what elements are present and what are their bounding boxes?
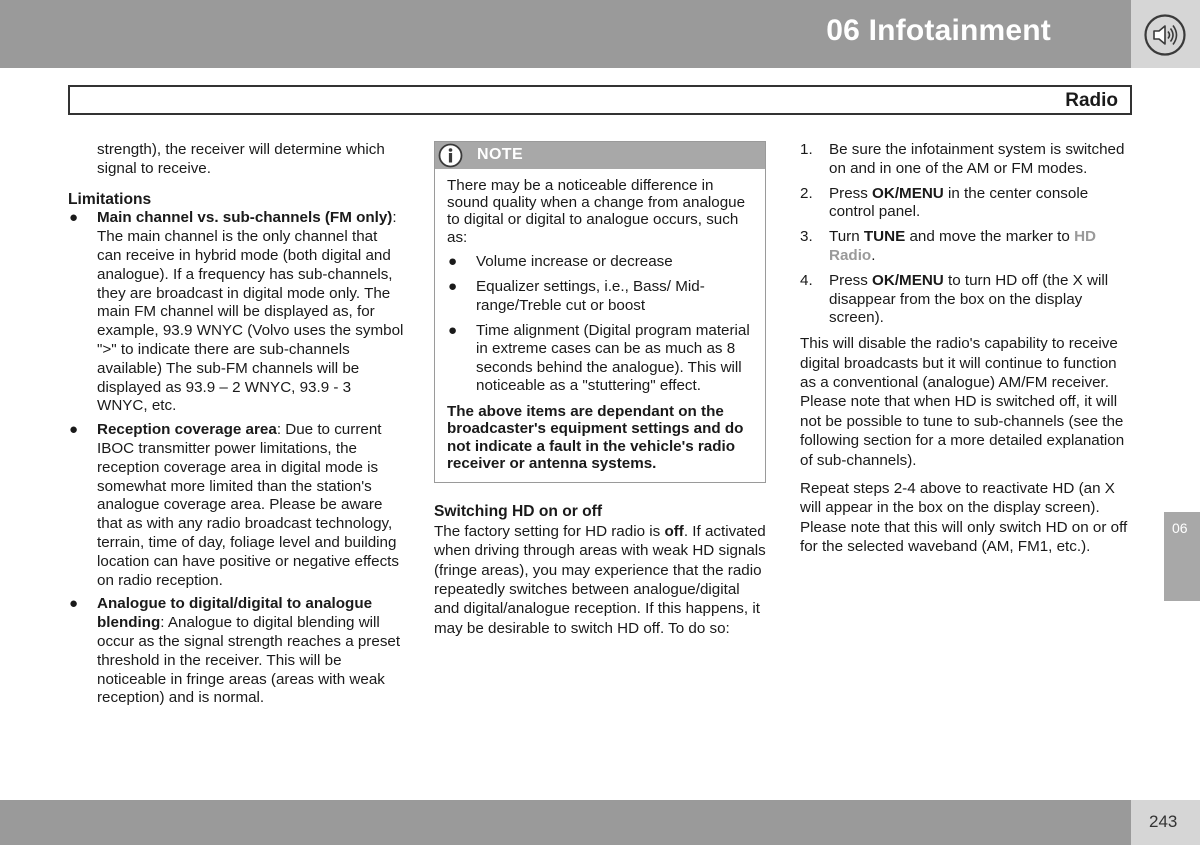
note-label: NOTE <box>477 146 524 163</box>
step-item <box>800 185 1133 223</box>
note-warning <box>447 403 753 473</box>
note-bold-text: The above items are dependant on the broadcaster's equipment settings and do not indicate a fault in the vehicle's radio receiver or antenna systems <box>447 402 744 473</box>
column-middle <box>434 141 768 638</box>
chapter-icon-box <box>1131 0 1200 68</box>
step-number: 1. <box>800 141 813 158</box>
step-number: 2. <box>800 184 813 202</box>
column-right <box>800 141 1133 557</box>
list-item <box>447 322 753 396</box>
note-item: Volume increase or decrease <box>476 252 673 270</box>
note-header <box>435 142 765 169</box>
step-number: 3. <box>800 228 813 246</box>
page-number: 243 <box>1149 812 1178 831</box>
bullet-icon: ● <box>448 278 458 296</box>
step-bold: OK/MENU <box>872 271 944 289</box>
list-item <box>68 421 404 590</box>
bullet-icon: ● <box>69 595 79 613</box>
bullet-icon: ● <box>448 252 458 270</box>
intro-paragraph: strength), the receiver will determine which signal to receive. <box>97 141 385 177</box>
reactivate-hd-paragraph: Repeat steps 2-4 above to reactivate HD (an X will appear in the box on the display screen). Please note that this will only switch HD on or off for the selected waveband (AM, FM1, etc.). <box>800 480 1128 556</box>
step-bold: TUNE <box>863 228 906 246</box>
step-text: and move the marker to <box>905 228 1075 246</box>
list-item <box>447 278 753 315</box>
bullet-icon: ● <box>69 209 79 227</box>
note-item: Equalizer settings, i.e., Bass/ Mid-range/Treble cut or boost <box>476 278 705 314</box>
note-item: Time alignment (Digital program material in extreme cases can be as much as 8 seconds behind the analogue). This will noticeable as a "stuttering" effect. <box>476 322 750 395</box>
bullet-text: : Due to current IBOC transmitter power limitations, the reception coverage area in digital mode is somewhat more limited than the station's analogue coverage area. Please be aware that as with any radio broadcast technology, terrain, time of day, foliage level and building location can have positive or negative effects on radio reception. <box>97 421 399 589</box>
footer-bar <box>0 800 1131 845</box>
chapter-header-bar <box>0 0 1131 68</box>
step-item <box>800 228 1133 266</box>
step-text: to turn HD off (the X will disappear from the box on the display screen). <box>829 271 1109 327</box>
step-bold: OK/MENU <box>872 184 944 202</box>
step-number: 4. <box>800 271 813 289</box>
bullet-text: : The main channel is the only channel that can receive in hybrid mode (both digital and analogue). If a frequency has sub-channels, they are broadcast in digital mode only. The main FM channel will be displayed as, for example, 93.9 WNYC (Volvo uses the symbol ">" to indicate there are sub-channels available) The sub-FM channels will be displayed as 93.9 – 2 WNYC, 93.9 - 3 WNYC, etc. <box>97 209 404 415</box>
list-item <box>68 595 404 708</box>
disable-hd-paragraph: This will disable the radio's capability to receive digital broadcasts but it will continue to function as a conventional (analogue) AM/FM receiver. Please note that when HD is switched off, it will not be possible to tune to sub-channels (see the following section for a more detailed explanation of sub-channels). <box>800 335 1125 469</box>
page-number-box <box>1131 800 1200 845</box>
column-left <box>68 141 404 713</box>
step-text: in the center console control panel. <box>829 184 1089 221</box>
speaker-icon <box>1144 14 1186 56</box>
bullet-title: Reception coverage area <box>97 421 277 439</box>
chapter-title: 06 Infotainment <box>826 14 1051 47</box>
list-item <box>68 209 404 416</box>
note-bold-end: . <box>652 455 657 473</box>
list-item <box>447 253 753 271</box>
step-highlight: HD Radio <box>829 228 1096 264</box>
info-icon <box>438 143 463 168</box>
step-item <box>800 272 1133 328</box>
bullet-text: : Analogue to digital blending will occur as the signal strength reaches a preset threshold in the receiver. This will be noticeable in fringe areas (areas with weak reception) and is normal. <box>97 614 401 707</box>
switching-hd-heading: Switching HD on or off <box>434 503 603 521</box>
step-item <box>800 141 1133 179</box>
limitations-heading: Limitations <box>68 190 152 208</box>
chapter-side-tab <box>1164 512 1200 601</box>
step-text: Turn <box>829 228 864 246</box>
bullet-title: Analogue to digital/digital to analogue blending <box>97 595 373 632</box>
note-intro: There may be a noticeable difference in sound quality when a change from analogue to digital or digital to analogue occurs, such as: <box>447 177 746 246</box>
bullet-icon: ● <box>448 322 458 340</box>
section-header <box>68 85 1132 115</box>
bullet-icon: ● <box>69 421 79 439</box>
paragraph-text: The factory setting for HD radio is <box>434 522 665 540</box>
side-tab-label: 06 <box>1172 520 1188 536</box>
section-title: Radio <box>1065 90 1118 111</box>
step-text: . <box>871 246 876 264</box>
bullet-title: Main channel vs. sub-channels (FM only) <box>97 209 393 227</box>
note-box <box>434 141 766 483</box>
paragraph-bold: off <box>664 522 684 540</box>
switching-hd-paragraph <box>434 522 768 638</box>
step-text: Be sure the infotainment system is switched on and in one of the AM or FM modes. <box>829 141 1125 177</box>
step-text: Press <box>829 184 873 202</box>
step-text: Press <box>829 271 873 289</box>
paragraph-text: . If activated when driving through areas with weak HD signals (fringe areas), you may experience that the radio repeatedly switches between analogue/digital and digital/analogue reception. If this happens, it may be desirable to switch HD off. To do so: <box>434 522 766 637</box>
note-body <box>435 169 765 473</box>
